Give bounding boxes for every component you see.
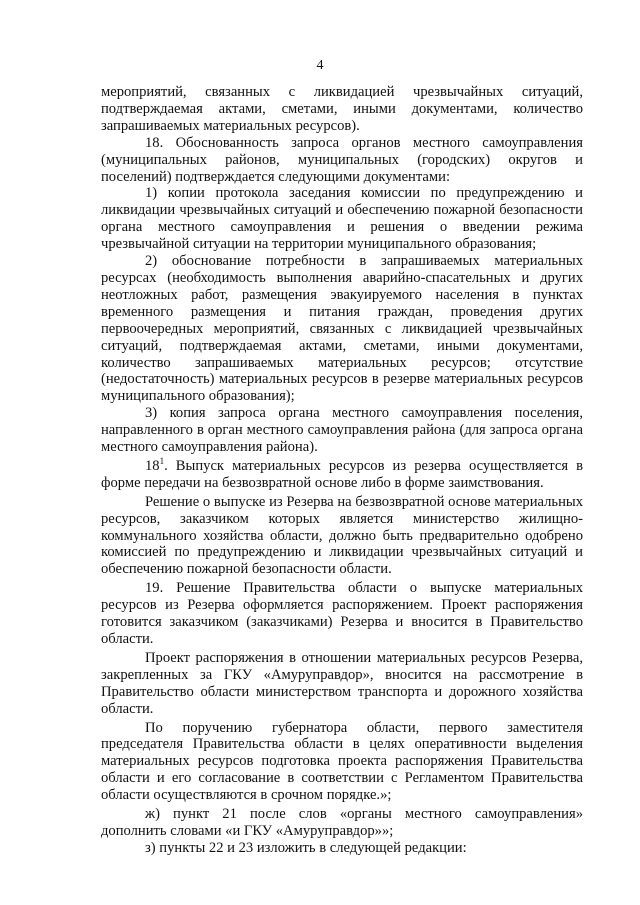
paragraph-item-18-1 [101, 458, 583, 492]
item-number: 18 [145, 457, 160, 474]
paragraph-amendment-z: з) пункты 22 и 23 изложить в следующей редакции: [145, 839, 467, 856]
item-superscript: 1 [159, 456, 165, 467]
item-text: . Выпуск материальных ресурсов из резерва осуществляется в форме передачи на безвозвратной основе либо в форме заимствования. [101, 457, 583, 491]
paragraph-amendment-zh: ж) пункт 21 после слов «органы местного самоуправления» дополнить словами «и ГКУ «Амуруправдор»»; [101, 806, 583, 839]
paragraph-draft-order: Проект распоряжения в отношении материальных ресурсов Резерва, закрепленных за ГКУ «Амуруправдор», вносится на рассмотрение в Правительство области министерством транспорта и дорожного хозяйства области. [101, 649, 583, 717]
paragraph-governor-instruction: По поручению губернатора области, первого заместителя председателя Правительства области в целях оперативности выделения материальных ресурсов подготовка проекта распоряжения Правительства области и его согласование в соответствии с Регламентом Правительства области осуществляются в срочном порядке.»; [101, 719, 583, 804]
paragraph-release-decision: Решение о выпуске из Резерва на безвозвратной основе материальных ресурсов, заказчиком которых является министерство жилищно-коммунального хозяйства области, должно быть предварительно одобрено комиссией по предупреждению и ликвидации чрезвычайных ситуаций и обеспечению пожарной безопасности области. [101, 493, 583, 578]
paragraph-subitem-3: 3) копия запроса органа местного самоуправления поселения, направленного в орган местного самоуправления района (для запроса органа местного самоуправления района). [101, 405, 583, 456]
paragraph-item-19: 19. Решение Правительства области о выпуске материальных ресурсов из Резерва оформляется распоряжением. Проект распоряжения готовится заказчиком (заказчиками) Резерва и вносится в Правительство области. [101, 580, 583, 647]
document-body [101, 84, 583, 857]
paragraph-continuation: мероприятий, связанных с ликвидацией чрезвычайных ситуаций, подтверждаемая актами, сметами, иными документами, количество запрашиваемых материальных ресурсов). [101, 84, 583, 134]
page-number: 4 [316, 58, 324, 73]
paragraph-item-18: 18. Обоснованность запроса органов местного самоуправления (муниципальных районов, муниципальных (городских) округов и поселений) подтверждается следующими документами: [101, 134, 583, 185]
paragraph-subitem-1: 1) копии протокола заседания комиссии по предупреждению и ликвидации чрезвычайных ситуаций и обеспечению пожарной безопасности органа местного самоуправления и решения о введении режима чрезвычайной ситуации на территории муниципального образования; [101, 185, 583, 253]
paragraph-subitem-2: 2) обоснование потребности в запрашиваемых материальных ресурсах (необходимость выполнения аварийно-спасательных и других неотложных работ, размещения эвакуируемого населения в пунктах временного размещения и питания граждан, проведения других первоочередных мероприятий, связанных с ликвидацией чрезвычайных ситуаций, подтверждаемая актами, сметами, иными документами, количество запрашиваемых материальных ресурсов; отсутствие (недостаточность) материальных ресурсов в резерве материальных ресурсов муниципального образования); [101, 253, 583, 405]
